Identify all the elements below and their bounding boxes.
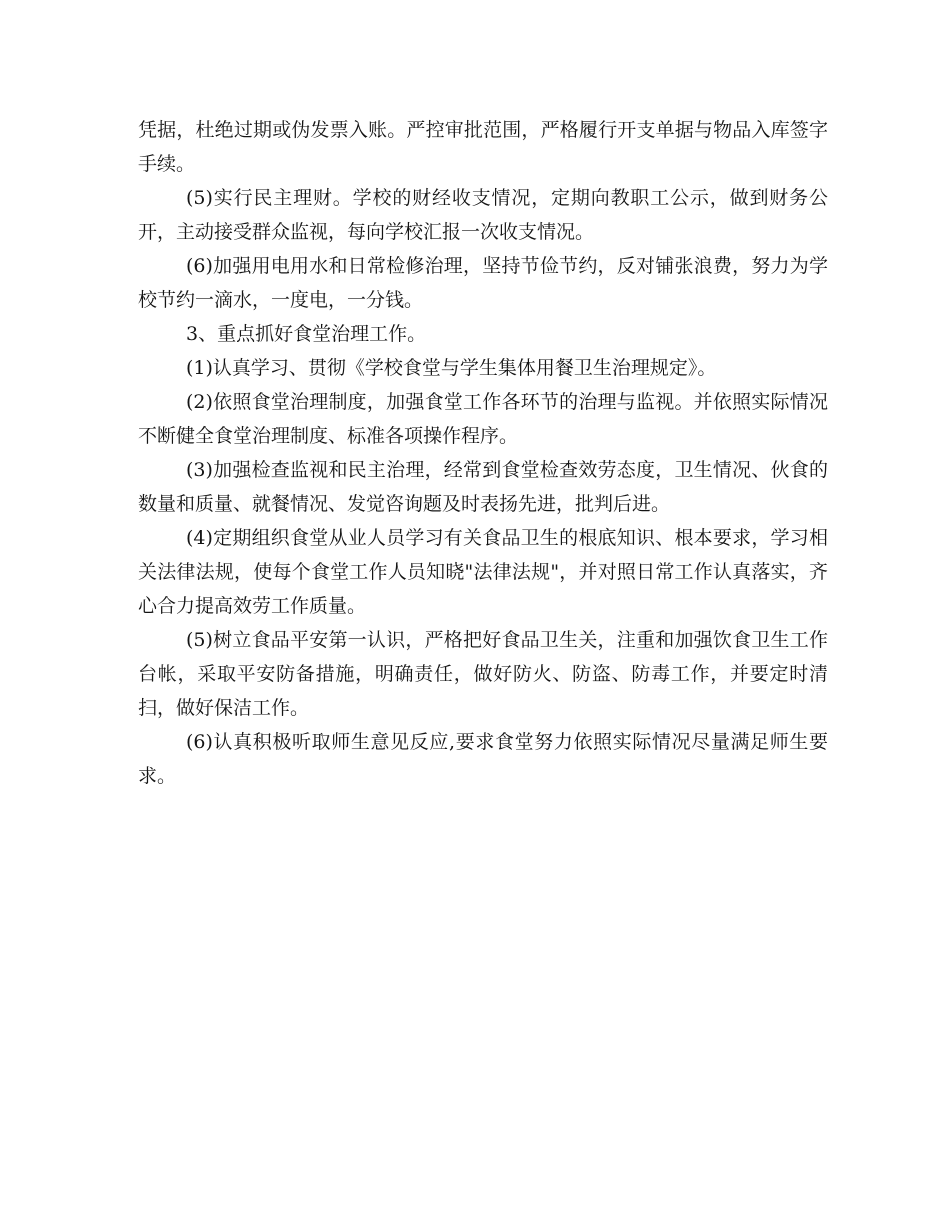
section-heading-canteen: 3、重点抓好食堂治理工作。	[186, 323, 427, 345]
paragraph-canteen-item-1: (1)认真学习、贯彻《学校食堂与学生集体用餐卫生治理规定》。	[186, 357, 717, 379]
document-page	[138, 113, 828, 793]
paragraph-canteen-item-3: (3)加强检查监视和民主治理，经常到食堂检查效劳态度，卫生情况、伙食的数量和质量、就餐情况、发觉咨询题及时表扬先进，批判后进。	[138, 459, 828, 515]
paragraph-item-6-utilities: (6)加强用电用水和日常检修治理，坚持节俭节约，反对铺张浪费，努力为学校节约一滴水，一度电，一分钱。	[138, 255, 828, 311]
paragraph-canteen-item-2: (2)依照食堂治理制度，加强食堂工作各环节的治理与监视。并依照实际情况不断健全食堂治理制度、标准各项操作程序。	[138, 391, 828, 447]
paragraph-item-5-democratic-finance: (5)实行民主理财。学校的财经收支情况，定期向教职工公示，做到财务公开，主动接受群众监视，每向学校汇报一次收支情况。	[138, 187, 828, 243]
paragraph-continuation: 凭据，杜绝过期或伪发票入账。严控审批范围，严格履行开支单据与物品入库签字手续。	[138, 119, 828, 175]
paragraph-canteen-item-4: (4)定期组织食堂从业人员学习有关食品卫生的根底知识、根本要求，学习相关法律法规，使每个食堂工作人员知晓"法律法规"，并对照日常工作认真落实，齐心合力提高效劳工作质量。	[138, 527, 828, 617]
paragraph-canteen-item-5: (5)树立食品平安第一认识，严格把好食品卫生关，注重和加强饮食卫生工作台帐，采取平安防备措施，明确责任，做好防火、防盗、防毒工作，并要定时清扫，做好保洁工作。	[138, 629, 828, 719]
paragraph-canteen-item-6: (6)认真积极听取师生意见反应,要求食堂努力依照实际情况尽量满足师生要求。	[138, 731, 828, 787]
